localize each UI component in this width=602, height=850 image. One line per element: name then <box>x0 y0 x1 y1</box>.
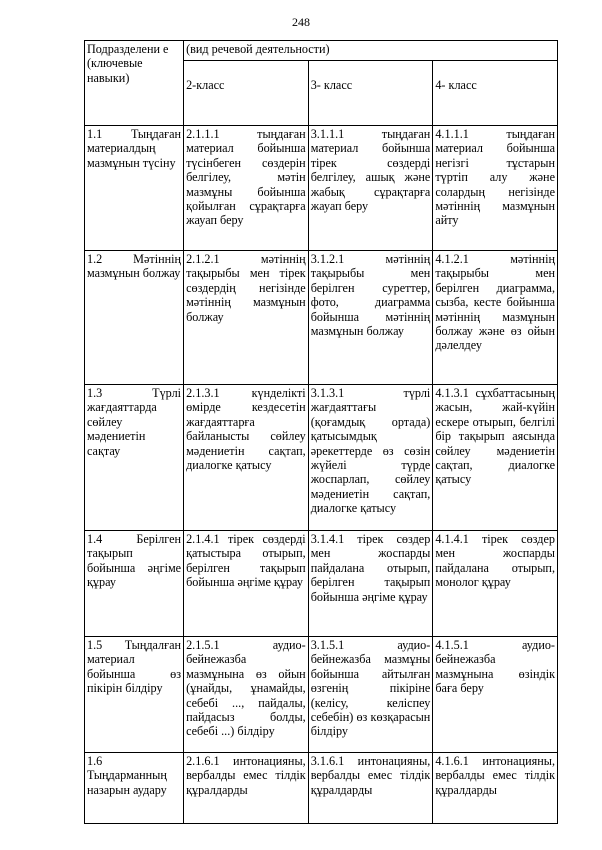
grade2-cell: 2.1.2.1 мәтіннің тақырыбы мен тірек сөздердің негізінде мәтіннің мазмұнын болжау <box>184 251 309 385</box>
skill-cell: 1.5 Тыңдалған материал бойынша өз пікірін білдіру <box>85 637 184 753</box>
grade4-cell: 4.1.5.1 аудио-бейнежазба мазмұнына өзіндік баға беру <box>433 637 558 753</box>
skill-cell: 1.6 Тыңдарманның назарын аудару <box>85 753 184 824</box>
grade2-cell: 2.1.6.1 интонацияны, вербалды емес тілдік құралдарды <box>184 753 309 824</box>
page-number: 248 <box>292 15 310 29</box>
table-row <box>85 251 558 385</box>
grade3-cell: 3.1.5.1 аудио-бейнежазба мазмұны бойынша айтылған өзгенің пікіріне (келісу, келіспеу себебін) өз көзқарасын білдіру <box>308 637 433 753</box>
grade4-cell: 4.1.4.1 тірек сөздер мен жоспарды пайдалана отырып, монолог құрау <box>433 531 558 637</box>
grade4-cell: 4.1.6.1 интонацияны, вербалды емес тілдік құралдарды <box>433 753 558 824</box>
skill-cell: 1.2 Мәтіннің мазмұнын болжау <box>85 251 184 385</box>
grade2-cell: 2.1.5.1 аудио-бейнежазба мазмұнына өз ойын (ұнайды, ұнамайды, себебі ..., пайдалы, пайдасыз болды, себебі ...) білдіру <box>184 637 309 753</box>
header-grade2: 2-класс <box>184 61 309 126</box>
curriculum-table <box>84 40 558 824</box>
header-grade3: 3- класс <box>308 61 433 126</box>
header-activity-type: (вид речевой деятельности) <box>184 41 558 61</box>
header-grade4: 4- класс <box>433 61 558 126</box>
table-row <box>85 637 558 753</box>
grade3-cell: 3.1.6.1 интонацияны, вербалды емес тілдік құралдарды <box>308 753 433 824</box>
grade2-cell: 2.1.3.1 күнделікті өмірде кездесетін жағдаяттарға байланысты сөйлеу мәдениетін сақтап, диалогке қатысу <box>184 385 309 531</box>
grade4-cell: 4.1.3.1 сұхбаттасының жасын, жай-күйін ескере отырып, белгілі бір тақырып аясында сөйлеу мәдениетін сақтап, диалогке қатысу <box>433 385 558 531</box>
header-subdivision: Подразделени е (ключевые навыки) <box>85 41 184 126</box>
grade4-cell: 4.1.1.1 тыңдаған материал бойынша негізгі тұстарын түртіп алу және солардың негізінде мәтіннің мазмұнын айту <box>433 126 558 251</box>
grade3-cell: 3.1.1.1 тыңдаған материал бойынша тірек сөздерді белгілеу, ашық және жабық сұрақтарға жауап беру <box>308 126 433 251</box>
grade4-cell: 4.1.2.1 мәтіннің тақырыбы мен берілген диаграмма, сызба, кесте бойынша мәтіннің мазмұнын болжау және өз ойын дәлелдеу <box>433 251 558 385</box>
skill-cell: 1.4 Берілген тақырып бойынша әңгіме құрау <box>85 531 184 637</box>
table-row <box>85 126 558 251</box>
table-header-row <box>85 41 558 61</box>
grade3-cell: 3.1.4.1 тірек сөздер мен жоспарды пайдалана отырып, берілген тақырып бойынша әңгіме құрау <box>308 531 433 637</box>
grade2-cell: 2.1.4.1 тірек сөздерді қатыстыра отырып, берілген тақырып бойынша әңгіме құрау <box>184 531 309 637</box>
grade3-cell: 3.1.3.1 түрлі жағдаяттағы (қоғамдық ортада) қатысымдық әрекеттерде өз сөзін жүйелі түрде жоспарлап, сөйлеу мәдениетін сақтап, диалогке қатысу <box>308 385 433 531</box>
table-row <box>85 753 558 824</box>
grade2-cell: 2.1.1.1 тыңдаған материал бойынша түсінбеген сөздерін белгілеу, мәтін мазмұны бойынша қойылған сұрақтарға жауап беру <box>184 126 309 251</box>
table-row <box>85 385 558 531</box>
skill-cell: 1.3 Түрлі жағдаяттарда сөйлеу мәдениетін сақтау <box>85 385 184 531</box>
skill-cell: 1.1 Тыңдаған материалдың мазмұнын түсіну <box>85 126 184 251</box>
grade3-cell: 3.1.2.1 мәтіннің тақырыбы мен берілген суреттер, фото, диаграмма бойынша мәтіннің мазмұнын болжау <box>308 251 433 385</box>
table-row <box>85 531 558 637</box>
